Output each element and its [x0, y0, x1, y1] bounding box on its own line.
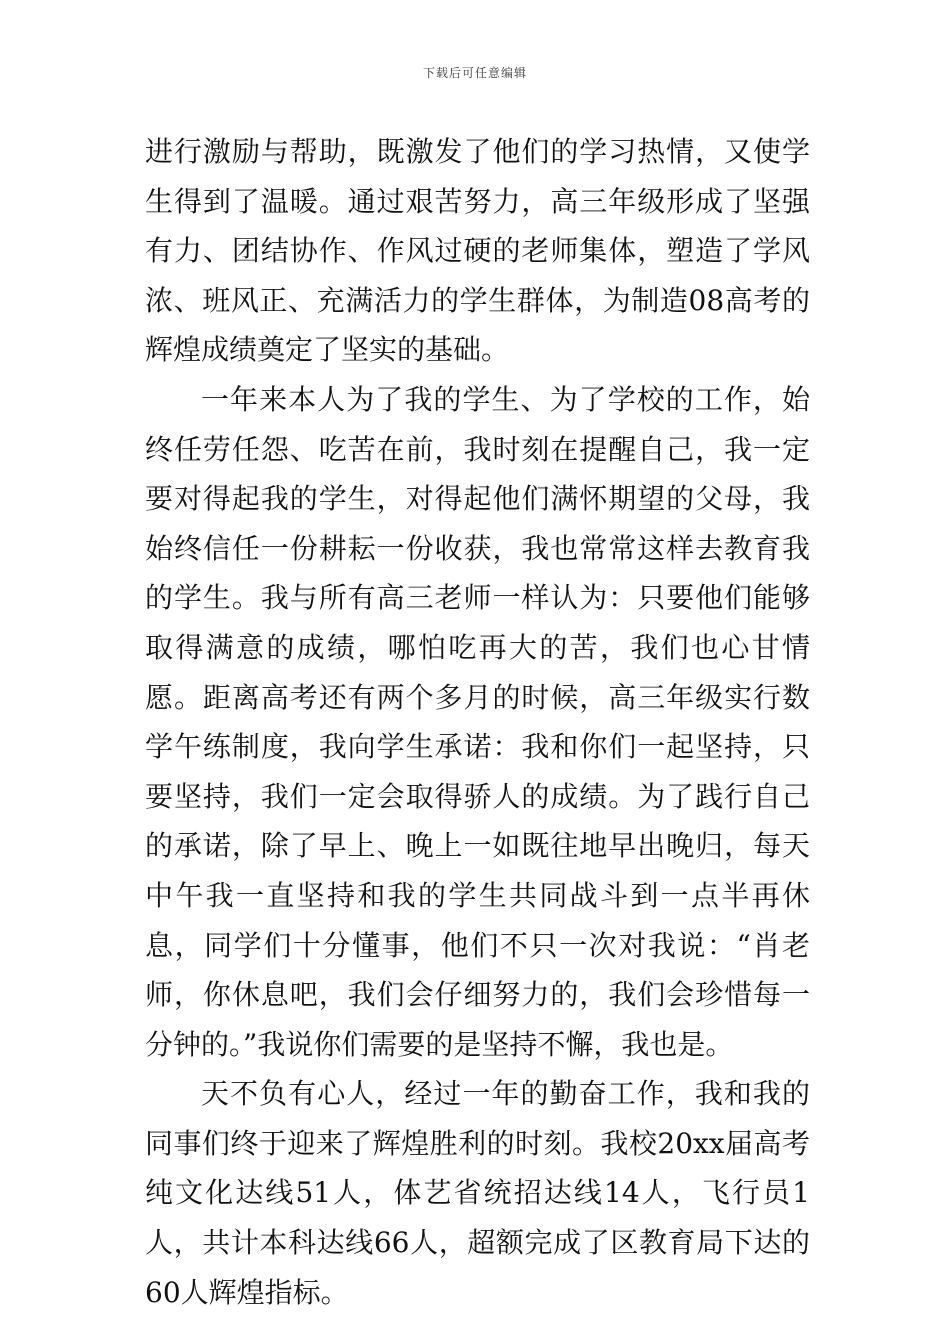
header-note: 下载后可任意编辑 — [422, 66, 527, 80]
paragraph-1: 进行激励与帮助，既激发了他们的学习热情，又使学生得到了温暖。通过艰苦努力，高三年级形成了坚强有力、团结协作、作风过硬的老师集体，塑造了学风浓、班风正、充满活力的学生群体，为制造08高考的辉煌成绩奠定了坚实的基础。 — [145, 135, 810, 367]
document-body — [145, 127, 810, 1317]
paragraph-3: 天不负有心人，经过一年的勤奋工作，我和我的同事们终于迎来了辉煌胜利的时刻。我校20xx届高考纯文化达线51人，体艺省统招达线14人，飞行员1人，共计本科达线66人，超额完成了区教育局下达的60人辉煌指标。 — [145, 1077, 810, 1309]
paragraph-2: 一年来本人为了我的学生、为了学校的工作，始终任劳任怨、吃苦在前，我时刻在提醒自己，我一定要对得起我的学生，对得起他们满怀期望的父母，我始终信任一份耕耘一份收获，我也常常这样去教育我的学生。我与所有高三老师一样认为：只要他们能够取得满意的成绩，哪怕吃再大的苦，我们也心甘情愿。距离高考还有两个多月的时候，高三年级实行数学午练制度，我向学生承诺：我和你们一起坚持，只要坚持，我们一定会取得骄人的成绩。为了践行自己的承诺，除了早上、晚上一如既往地早出晚归，每天中午我一直坚持和我的学生共同战斗到一点半再休息，同学们十分懂事，他们不只一次对我说：“肖老师，你休息吧，我们会仔细努力的，我们会珍惜每一分钟的。”我说你们需要的是坚持不懈，我也是。 — [145, 382, 810, 1061]
